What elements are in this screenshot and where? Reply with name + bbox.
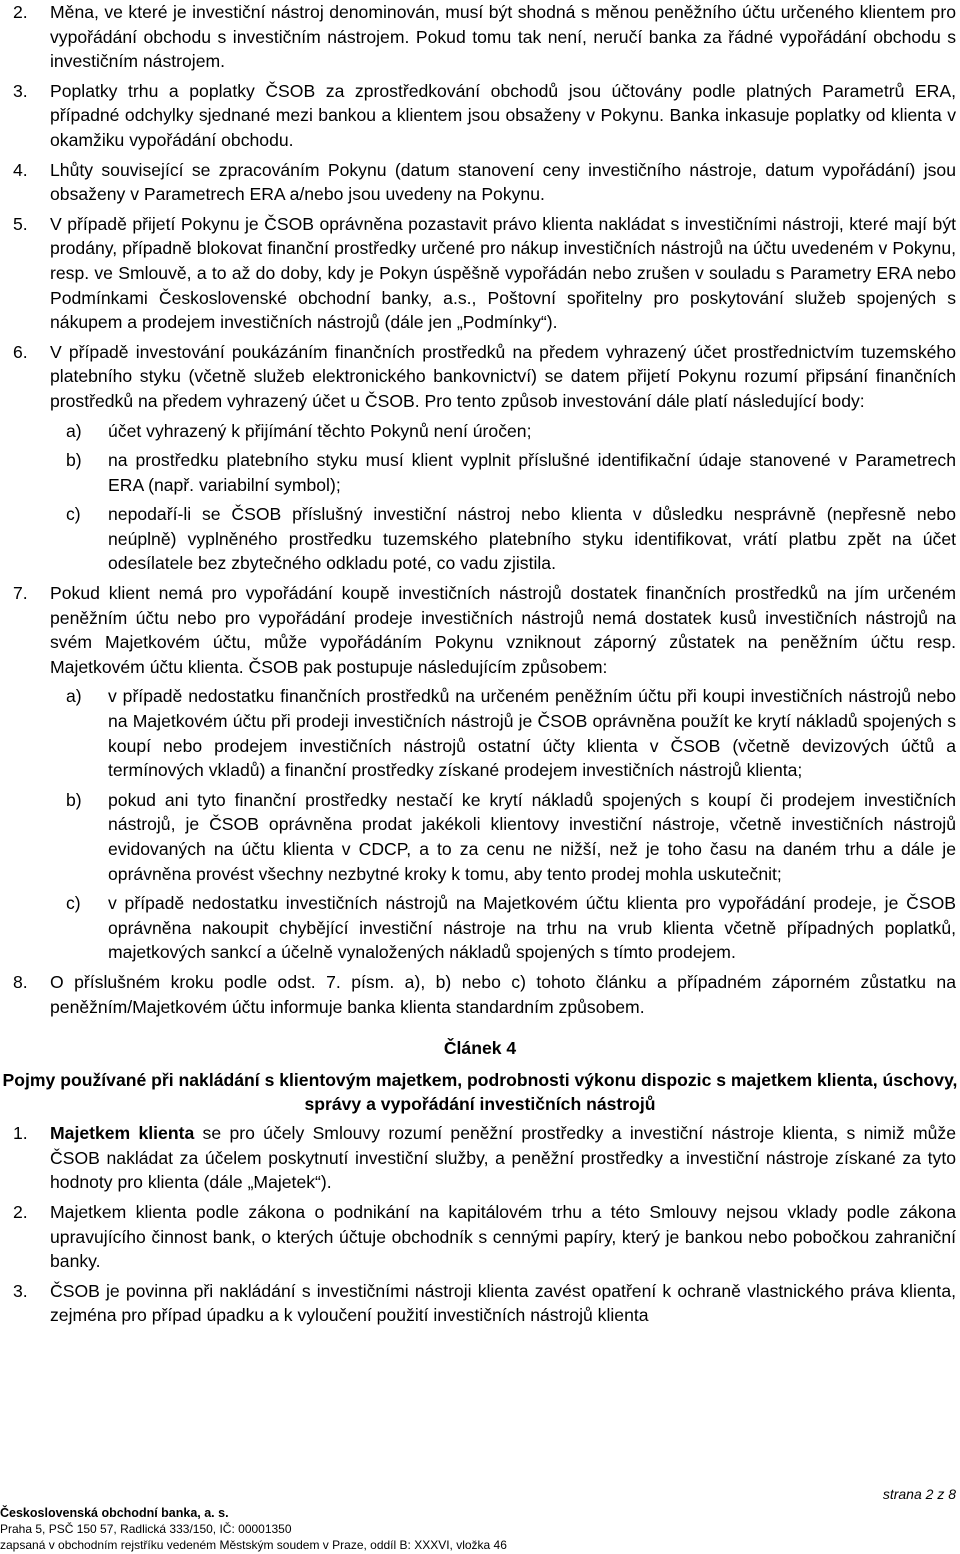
footer-bank-name: Československá obchodní banka, a. s.: [0, 1506, 229, 1520]
item-text: Poplatky trhu a poplatky ČSOB za zprostředkování obchodů jsou účtovány podle platných Parametrů ERA, případné odchylky sjednané mezi bankou a klientem jsou obsaženy v Pokynu. Banka inkasuje poplatky od klienta v okamžiku vypořádání obchodu.: [50, 80, 956, 150]
item-number: 7.: [13, 583, 28, 604]
sub-item-text: pokud ani tyto finanční prostředky nestačí ke krytí nákladů spojených s koupí či prodejem investičních nástrojů, je ČSOB oprávněna prodat jakékoli klientovy investiční nástroje, včetně investičních nástrojů evidovaných na účtu klienta v CDCP, a to za cenu ne nižší, než je toho času na daném trhu a dále je oprávněna provést všechny nezbytné kroky k tomu, aby tento prodej mohla uskutečnit;: [108, 789, 956, 884]
footer-address: Praha 5, PSČ 150 57, Radlická 333/150, IČ: 00001350: [0, 1522, 292, 1536]
list-item: [0, 340, 960, 414]
footer-registry: zapsaná v obchodním rejstříku vedeném Městským soudem v Praze, oddíl B: XXXVI, vložka 46: [0, 1538, 507, 1552]
footer: [0, 1505, 507, 1553]
page-number: strana 2 z 8: [882, 1486, 956, 1502]
item-number: 4.: [13, 159, 28, 180]
sub-item-label: b): [66, 450, 82, 471]
item-text: Pokud klient nemá pro vypořádání koupě investičních nástrojů dostatek finančních prostředků na jím určeném peněžním účtu nebo pro vypořádání prodeje investičních nástrojů nemá dostatek kusů investičních nástrojů na svém Majetkovém účtu, může vypořádáním Pokynu vzniknout záporný zůstatek na peněžním účtu resp. Majetkovém účtu klienta. ČSOB pak postupuje následujícím způsobem:: [50, 583, 956, 677]
item-term: Majetkem klienta: [50, 1123, 195, 1144]
item-text: O příslušném kroku podle odst. 7. písm. a), b) nebo c) tohoto článku a případném záporném zůstatku na peněžním/Majetkovém účtu informuje banka klienta standardním způsobem.: [50, 971, 956, 1017]
list-item: [0, 1200, 960, 1274]
item-text: Měna, ve které je investiční nástroj denominován, musí být shodná s měnou peněžního účtu určeného klientem pro vypořádání obchodu s investičním nástrojem. Pokud tomu tak není, neručí banka za řádné vypořádání obchodu s investičním nástrojem.: [50, 2, 956, 72]
item-number: 1.: [13, 1123, 28, 1144]
sub-item: [0, 448, 960, 497]
item-number: 2.: [13, 1201, 28, 1222]
list-item: [0, 1279, 960, 1328]
sub-item: [0, 502, 960, 576]
list-item: [0, 79, 960, 153]
list-item: [0, 581, 960, 679]
item-text: Lhůty související se zpracováním Pokynu (datum stanovení ceny investičního nástroje, datum vypořádání) jsou obsaženy v Parametrech ERA a/nebo jsou uvedeny na Pokynu.: [50, 159, 956, 205]
item-text: se pro účely Smlouvy rozumí peněžní prostředky a investiční nástroje klienta, s nimiž může ČSOB nakládat za účelem poskytnutí investiční služby, a peněžní prostředky a investiční nástroje získané za tyto hodnoty pro klienta (dále „Majetek“).: [50, 1123, 956, 1193]
item-text: V případě investování poukázáním finančních prostředků na předem vyhrazený účet prostřednictvím tuzemského platebního styku (včetně služeb elektronického bankovnictví) se datem přijetí Pokynu rozumí připsání finančních prostředků na předem vyhrazený účet u ČSOB. Pro tento způsob investování dále platí následující body:: [50, 341, 956, 411]
item-number: 5.: [13, 213, 28, 234]
list-item: [0, 158, 960, 207]
item-number: 6.: [13, 341, 28, 362]
article-title: Článek 4: [443, 1038, 517, 1059]
list-item: [0, 0, 960, 74]
sub-item-label: b): [66, 789, 82, 810]
list-item: [0, 1121, 960, 1195]
item-number: 3.: [13, 1280, 28, 1301]
sub-item: [0, 891, 960, 965]
item-number: 3.: [13, 80, 28, 101]
item-number: 8.: [13, 971, 28, 992]
sub-item-label: c): [66, 504, 81, 525]
sub-item-text: na prostředku platebního styku musí klient vyplnit příslušné identifikační údaje stanovené v Parametrech ERA (např. variabilní symbol);: [108, 450, 956, 495]
list-item: [0, 970, 960, 1019]
item-number: 2.: [13, 2, 28, 22]
sub-item: [0, 684, 960, 782]
sub-item-label: a): [66, 686, 82, 707]
sub-item-text: nepodaří-li se ČSOB příslušný investiční nástroj nebo klienta v důsledku nesprávně (nepřesně nebo neúplně) vyplněného prostředku tuzemského platebního styku identifikovat, vrátí platbu zpět na účet odesílatele bez zbytečného odkladu poté, co vadu zjistila.: [108, 504, 956, 574]
sub-item: [0, 419, 960, 444]
list-item: [0, 212, 960, 335]
item-text: Majetkem klienta podle zákona o podnikání na kapitálovém trhu a této Smlouvy nejsou vklady podle zákona upravujícího činnost bank, o kterých účtuje obchodník s cennými papíry, který je bankou nebo pobočkou zahraniční banky.: [50, 1201, 956, 1272]
sub-item-label: a): [66, 420, 82, 441]
item-text: V případě přijetí Pokynu je ČSOB oprávněna pozastavit právo klienta nakládat s investičními nástroji, které mají být prodány, případně blokovat finanční prostředky určené pro nákup investičních nástrojů na účtu uvedeném v Pokynu, resp. ve Smlouvě, a to až do doby, kdy je Pokyn úspěšně vypořádán nebo zrušen v souladu s Parametry ERA nebo Podmínkami Československé obchodní banky, a.s., Poštovní spořitelny pro poskytování služeb spojených s nákupem a prodejem investičních nástrojů (dále jen „Podmínky“).: [50, 213, 956, 333]
sub-item-text: v případě nedostatku finančních prostředků na určeném peněžním účtu při koupi investičních nástrojů nebo na Majetkovém účtu při prodeji investičních nástrojů je ČSOB oprávněna použít ke krytí nákladů spojených s koupí nebo prodejem investičních nástrojů ostatní účty klienta v ČSOB (včetně devizových účtů a termínových vkladů) a finanční prostředky získané prodejem investičních nástrojů klienta;: [108, 686, 956, 781]
article-subtitle: Pojmy používané při nakládání s klientovým majetkem, podrobnosti výkonu dispozic s majetkem klienta, úschovy, správy a vypořádání investičních nástrojů: [2, 1070, 958, 1115]
sub-item-text: v případě nedostatku investičních nástrojů na Majetkovém účtu klienta pro vypořádání prodeje, je ČSOB oprávněna nakoupit chybějící investiční nástroje na trhu na vrub klienta včetně případných poplatků, majetkových sankcí a účelně vynaložených nákladů spojených s tímto prodejem.: [108, 893, 956, 963]
sub-item-label: c): [66, 893, 81, 914]
sub-item-text: účet vyhrazený k přijímání těchto Pokynů není úročen;: [108, 420, 532, 441]
sub-item: [0, 788, 960, 886]
item-text: ČSOB je povinna při nakládání s investičními nástroji klienta zavést opatření k ochraně vlastnického práva klienta, zejména pro případ úpadku a k vyloučení použití investičních nástrojů klienta: [50, 1280, 956, 1326]
